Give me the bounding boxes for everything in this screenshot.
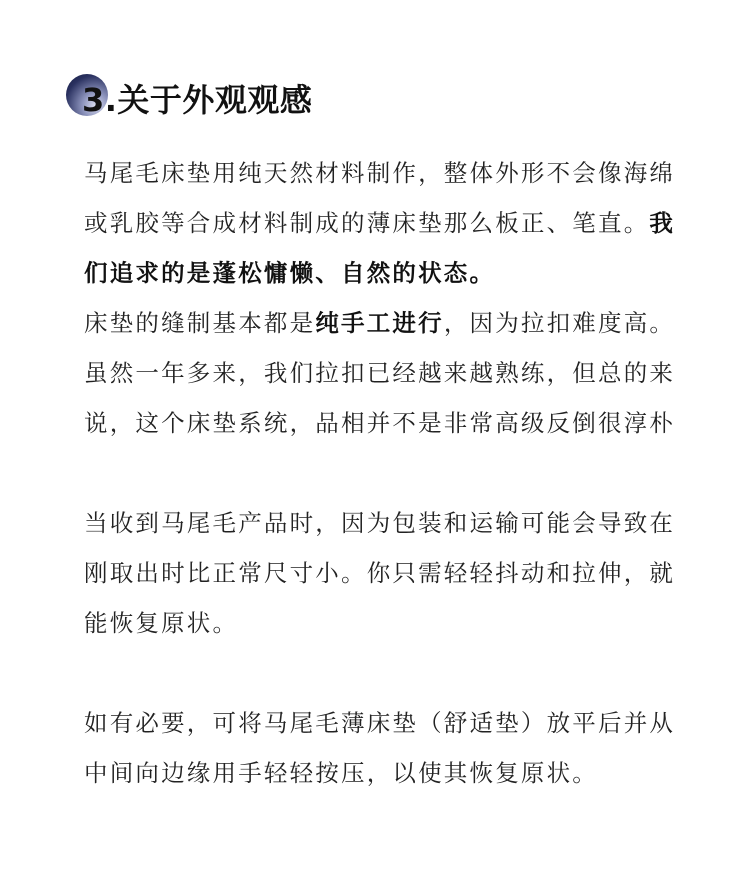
- paragraph-handmade-before: 床垫的缝制基本都是: [84, 309, 316, 337]
- paragraph-handmade-after: ，因为拉扣难度高。虽然一年多来，我们拉扣已经越来越熟练，但总的来说，这个床垫系统，品相并不是非常高级反倒很淳朴: [84, 309, 676, 437]
- paragraph-appearance-text: 马尾毛床垫用纯天然材料制作，整体外形不会像海绵或乳胶等合成材料制成的薄床垫那么板正、笔直。: [84, 159, 676, 237]
- section-heading: [66, 70, 312, 130]
- paragraph-spacer: [84, 648, 684, 698]
- paragraph-handmade-emphasis: 纯手工进行: [315, 309, 444, 337]
- article-body: [84, 148, 684, 798]
- paragraph-handmade: [84, 298, 684, 448]
- section-title: 3.关于外观观感: [82, 81, 313, 119]
- paragraph-appearance: [84, 148, 684, 298]
- paragraph-restore: 如有必要，可将马尾毛薄床垫（舒适垫）放平后并从中间向边缘用手轻轻按压，以使其恢复原状。: [84, 709, 676, 787]
- paragraph-shipping: 当收到马尾毛产品时，因为包装和运输可能会导致在刚取出时比正常尺寸小。你只需轻轻抖动和拉伸，就能恢复原状。: [84, 509, 676, 637]
- paragraph-appearance-emphasis: 我们追求的是蓬松慵懒、自然的状态。: [84, 209, 676, 287]
- paragraph-spacer: [84, 448, 684, 498]
